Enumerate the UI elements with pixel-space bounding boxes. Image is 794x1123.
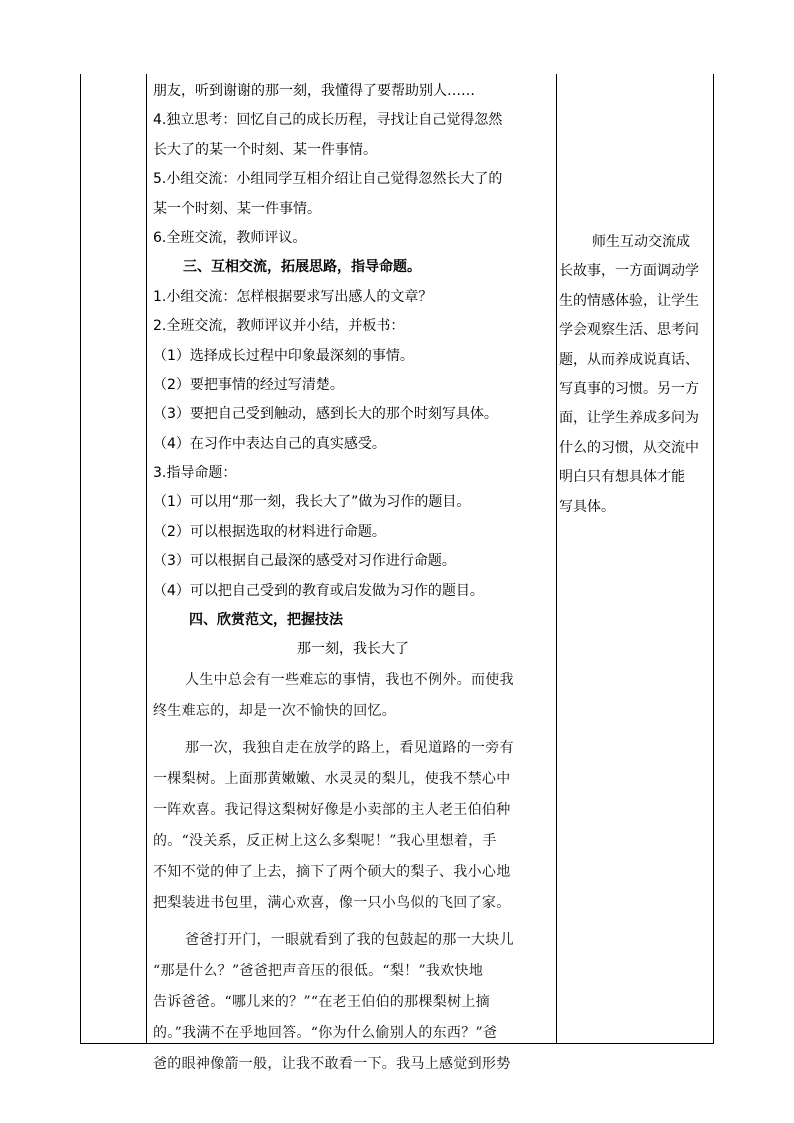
essay-line: 人生中总会有一些难忘的事情，我也不例外。而使我 xyxy=(185,671,514,688)
design-intent-column xyxy=(559,228,711,522)
side-text-line: 写真事的习惯。另一方 xyxy=(559,380,699,397)
side-text-line: 学会观察生活、思考问 xyxy=(559,322,699,339)
text-line: 5.小组交流：小组同学互相介绍让自己觉得忽然长大了的 xyxy=(153,171,503,188)
side-text-line: 生的情感体验，让学生 xyxy=(559,292,699,309)
main-content-column xyxy=(153,77,553,1080)
table-border-col1 xyxy=(146,74,147,1044)
essay-line: 告诉爸爸。“哪儿来的？”“在老王伯伯的那棵梨树上摘 xyxy=(153,993,490,1010)
list-item: （4）在习作中表达自己的真实感受。 xyxy=(153,435,386,452)
text-line: 3.指导命题： xyxy=(153,465,237,482)
essay-line: 爸爸打开门，一眼就看到了我的包鼓起的那一大块儿 xyxy=(185,931,514,948)
table-border-right xyxy=(713,74,714,1044)
essay-line: 不知不觉的伸了上去，摘下了两个硕大的梨子、我小心地 xyxy=(153,863,511,880)
side-text-line: 题，从而养成说真话、 xyxy=(559,351,699,368)
essay-line: 把梨装进书包里，满心欢喜，像一只小鸟似的飞回了家。 xyxy=(153,894,511,911)
side-text-line: 明白只有想具体才能 xyxy=(559,469,685,486)
text-line: 4.独立思考：回忆自己的成长历程，寻找让自己觉得忽然 xyxy=(153,112,503,129)
list-item: （1）选择成长过程中印象最深刻的事情。 xyxy=(153,347,414,364)
list-item: （3）可以根据自己最深的感受对习作进行命题。 xyxy=(153,553,456,570)
side-text-line: 面，让学生养成多问为 xyxy=(559,410,699,427)
essay-line: “那是什么？”爸爸把声音压的很低。“梨！”我欢快地 xyxy=(153,962,484,979)
side-text-line: 师生互动交流成 xyxy=(592,234,690,250)
text-line: 1.小组交流：怎样根据要求写出感人的文章？ xyxy=(153,288,433,305)
section-heading-4: 四、欣赏范文，把握技法 xyxy=(189,612,343,629)
essay-line: 一棵梨树。上面那黄嫩嫩、水灵灵的梨儿，使我不禁心中 xyxy=(153,770,511,787)
essay-line: 一阵欢喜。我记得这梨树好像是小卖部的主人老王伯伯种 xyxy=(153,801,511,818)
list-item: （2）要把事情的经过写清楚。 xyxy=(153,376,344,393)
essay-line: 那一次，我独自走在放学的路上，看见道路的一旁有 xyxy=(185,739,514,756)
essay-title: 那一刻，我长大了 xyxy=(297,641,409,658)
list-item: （4）可以把自己受到的教育或启发做为习作的题目。 xyxy=(153,582,484,599)
side-text-line: 写具体。 xyxy=(559,498,615,515)
list-item: （1）可以用“那一刻，我长大了”做为习作的题目。 xyxy=(153,494,471,511)
side-text-line: 长故事，一方面调动学 xyxy=(559,263,699,280)
list-item: （2）可以根据选取的材料进行命题。 xyxy=(153,523,386,540)
table-border-left xyxy=(80,74,81,1044)
essay-line: 终生难忘的，却是一次不愉快的回忆。 xyxy=(153,702,397,719)
essay-line: 的。”我满不在乎地回答。“你为什么偷别人的东西？”爸 xyxy=(153,1024,498,1041)
sample-essay xyxy=(153,665,553,1080)
list-item: （3）要把自己受到触动，感到长大的那个时刻写具体。 xyxy=(153,406,498,423)
essay-line: 爸的眼神像箭一般，让我不敢看一下。我马上感觉到形势 xyxy=(153,1055,511,1072)
essay-line: 的。“没关系，反正树上这么多梨呢！”我心里想着，手 xyxy=(153,832,497,849)
text-line: 长大了的某一个时刻、某一件事情。 xyxy=(153,141,377,158)
section-heading-3: 三、互相交流，拓展思路，指导命题。 xyxy=(183,259,421,276)
text-line: 2.全班交流，教师评议并小结，并板书： xyxy=(153,318,405,335)
text-line: 朋友，听到谢谢的那一刻，我懂得了要帮助别人…… xyxy=(153,83,475,99)
table-border-col2 xyxy=(556,74,557,1044)
side-text-line: 什么的习惯，从交流中 xyxy=(559,439,699,456)
text-line: 某一个时刻、某一件事情。 xyxy=(153,200,321,217)
text-line: 6.全班交流，教师评议。 xyxy=(153,229,307,246)
